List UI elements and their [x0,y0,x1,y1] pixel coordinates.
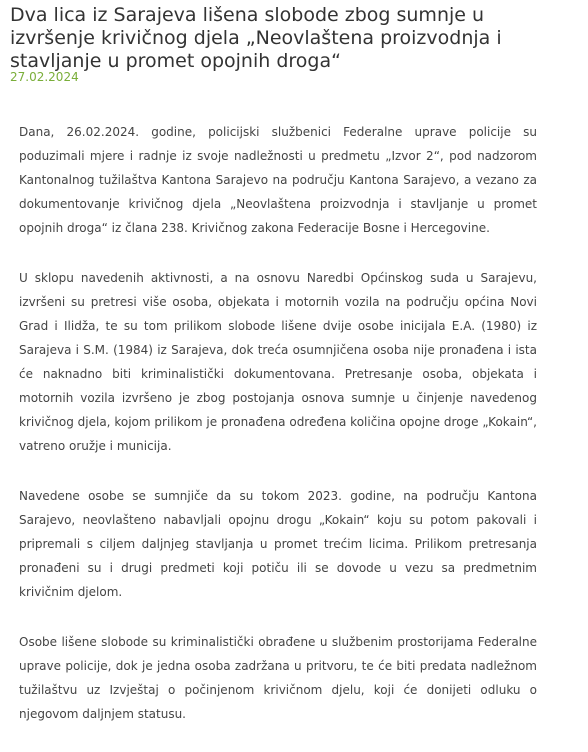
article-paragraph: Osobe lišene slobode su kriminalistički obrađene u službenim prostorijama Federalne uprave policije, dok je jedna osoba zadržana u pritvoru, te će biti predata nadležnom tužilaštvu uz Izvještaj o počinjenom krivičnom djelu, koji će donijeti odluku o njegovom daljnjem statusu. [19,635,537,721]
article-title: Dva lica iz Sarajeva lišena slobode zbog sumnje u izvršenje krivičnog djela „Neovlaštena proizvodnja i stavljanje u promet opojnih droga“ [10,4,502,72]
article-body [19,120,537,752]
article-paragraph: Navedene osobe se sumnjiče da su tokom 2023. godine, na području Kantona Sarajevo, neovlašteno nabavljali opojnu drogu „Kokain“ koju su potom pakovali i pripremali s ciljem daljnjeg stavljanja u promet trećim licima. Prilikom pretresanja pronađeni su i drugi predmeti koji potiču ili se dovode u vezu sa predmetnim krivičnim djelom. [19,489,537,599]
article-paragraph: U sklopu navedenih aktivnosti, a na osnovu Naredbi Općinskog suda u Sarajevu, izvršeni su pretresi više osoba, objekata i motornih vozila na području općina Novi Grad i Ilidža, te su tom prilikom slobode lišene dvije osobe inicijala E.A. (1980) iz Sarajeva i S.M. (1984) iz Sarajeva, dok treća osumnjičena osoba nije pronađena i ista će naknadno biti kriminalistički dokumentovana. Pretresanje osoba, objekata i motornih vozila izvršeno je zbog postojanja osnova sumnje u činjenje navedenog krivičnog djela, kojom prilikom je pronađena određena količina opojne droge „Kokain“, vatreno oružje i municija. [19,271,537,453]
article-paragraph: Dana, 26.02.2024. godine, policijski službenici Federalne uprave policije su poduzimali mjere i radnje iz svoje nadležnosti u predmetu „Izvor 2“, pod nadzorom Kantonalnog tužilaštva Kantona Sarajevo na području Kantona Sarajevo, a vezano za dokumentovanje krivičnog djela „Neovlaštena proizvodnja i stavljanje u promet opojnih droga“ iz člana 238. Krivičnog zakona Federacije Bosne i Hercegovine. [19,125,537,235]
article-date: 27.02.2024 [10,70,79,84]
